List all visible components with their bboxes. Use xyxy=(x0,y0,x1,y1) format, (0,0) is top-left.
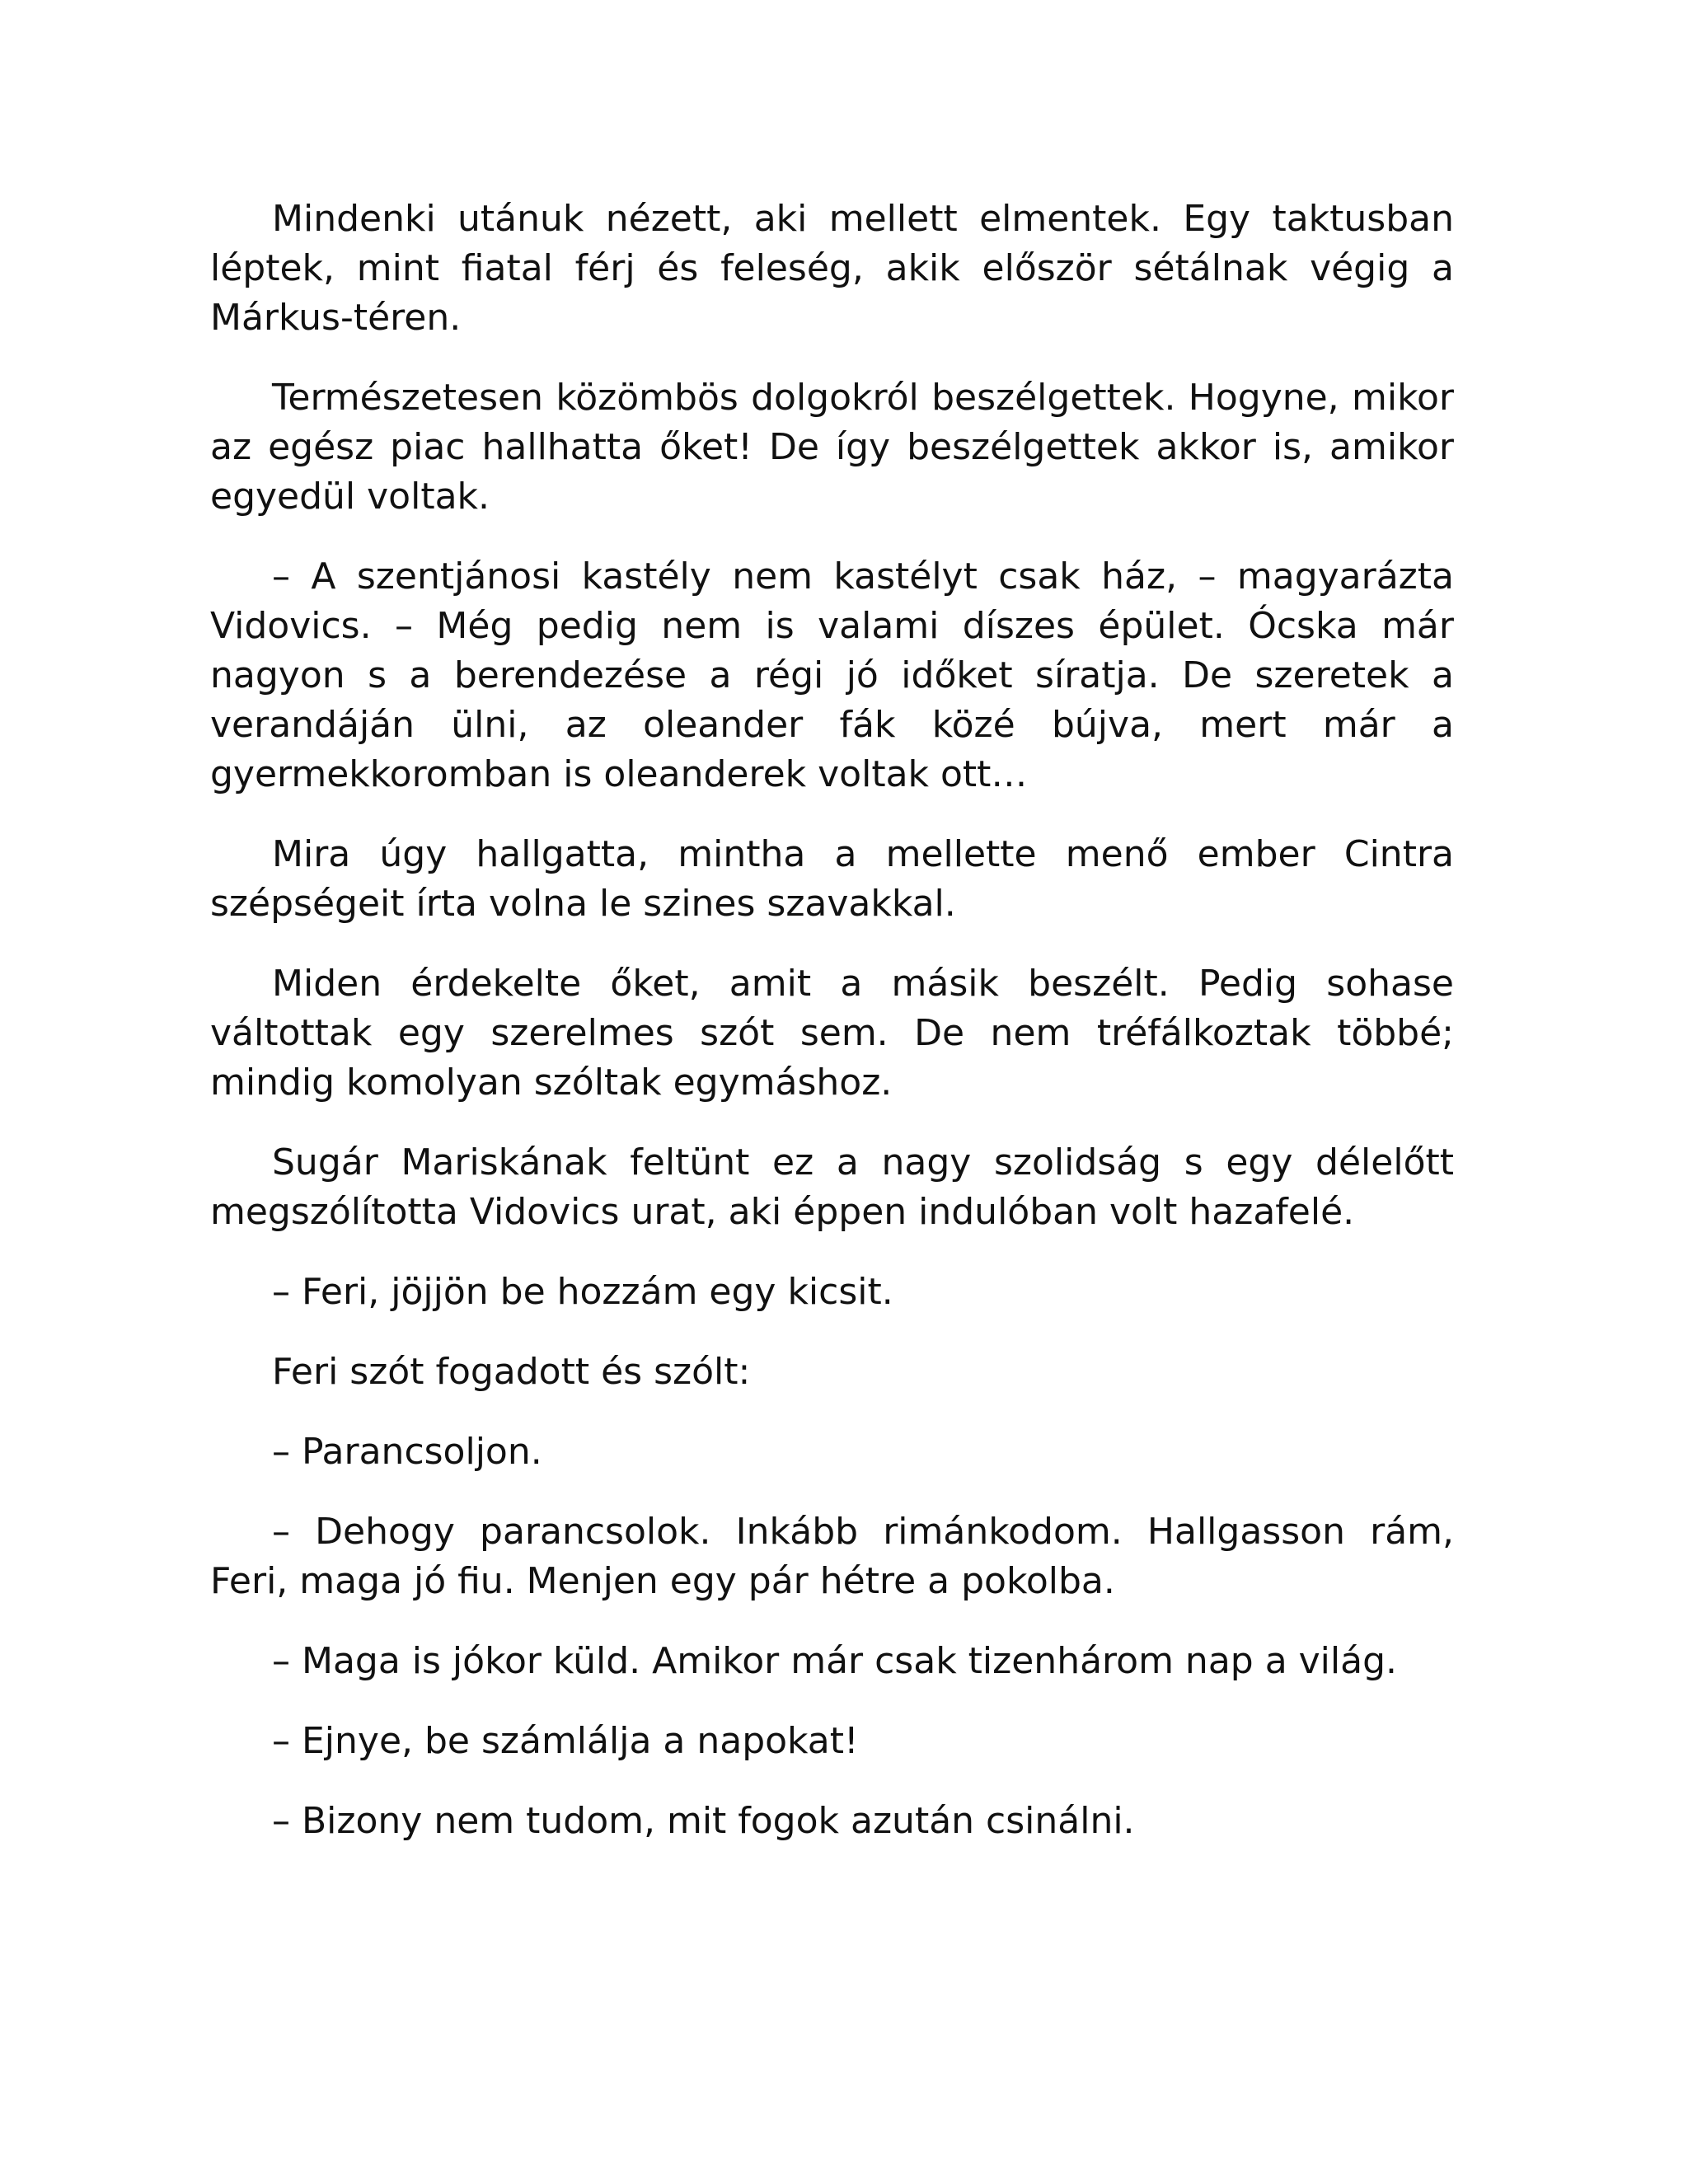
body-text xyxy=(210,194,1454,1877)
dialogue-line: – Maga is jókor küld. Amikor már csak tizenhárom nap a világ. xyxy=(272,1640,1398,1682)
dialogue-line: – Parancsoljon. xyxy=(272,1431,542,1473)
dialogue-line: – Feri, jöjjön be hozzám egy kicsit. xyxy=(272,1271,893,1313)
dialogue-line: – Dehogy parancsolok. Inkább rimánkodom. Hallgasson rám, Feri, maga jó fiu. Menjen egy pár hétre a pokolba. xyxy=(210,1511,1454,1602)
dialogue-line: – Bizony nem tudom, mit fogok azután csinálni. xyxy=(272,1800,1135,1842)
paragraph: Mindenki utánuk nézett, aki mellett elmentek. Egy taktusban léptek, mint fiatal férj és feleség, akik először sétálnak végig a Márkus-téren. xyxy=(210,198,1454,339)
paragraph: Természetesen közömbös dolgokról beszélgettek. Hogyne, mikor az egész piac hallhatta őket! De így beszélgettek akkor is, amikor egyedül voltak. xyxy=(210,377,1454,518)
paragraph: Feri szót fogadott és szólt: xyxy=(272,1351,751,1393)
paragraph: Sugár Mariskának feltünt ez a nagy szolidság s egy délelőtt megszólította Vidovics urat, aki éppen indulóban volt hazafelé. xyxy=(210,1141,1454,1233)
paragraph: Mira úgy hallgatta, mintha a mellette menő ember Cintra szépségeit írta volna le szines szavakkal. xyxy=(210,833,1454,925)
paragraph: – A szentjánosi kastély nem kastélyt csak ház, – magyarázta Vidovics. – Még pedig nem is valami díszes épület. Ócska már nagyon s a berendezése a régi jó időket síratja. De szeretek a verandáján ülni, az oleander fák közé bújva, mert már a gyermekkoromban is oleanderek voltak ott… xyxy=(210,555,1454,795)
paragraph: Miden érdekelte őket, amit a másik beszélt. Pedig sohase váltottak egy szerelmes szót sem. De nem tréfálkoztak többé; mindig komolyan szóltak egymáshoz. xyxy=(210,963,1454,1104)
dialogue-line: – Ejnye, be számlálja a napokat! xyxy=(272,1720,859,1762)
